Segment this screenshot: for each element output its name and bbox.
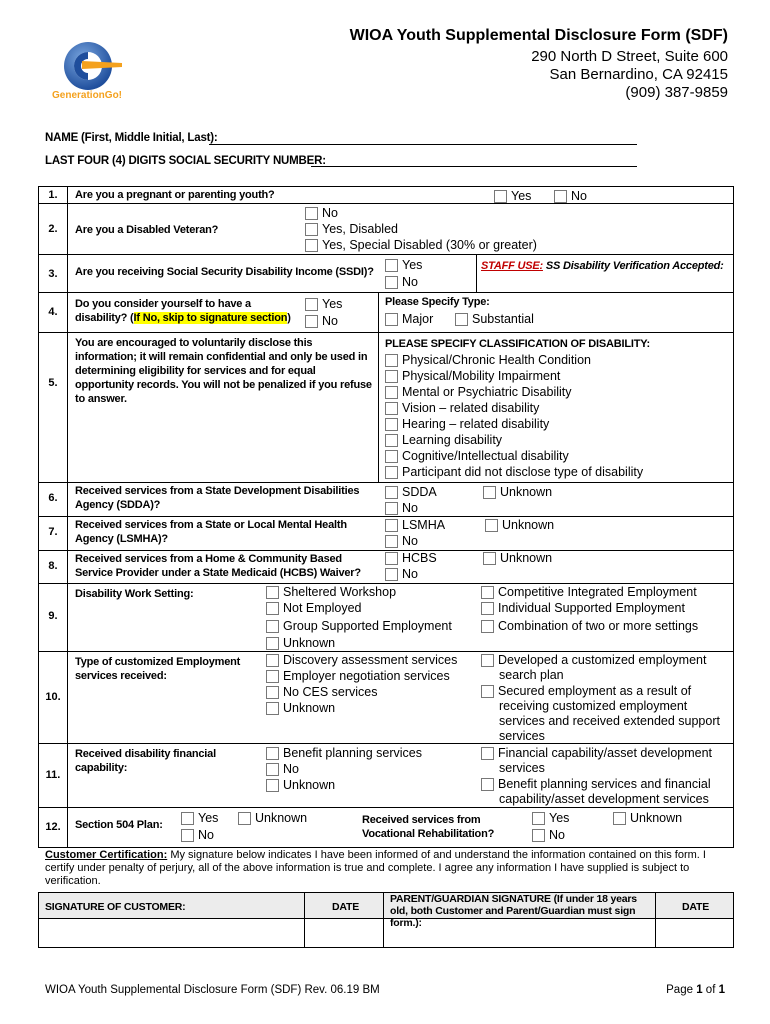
q11-right-option-2-cont: capability/asset development services [499,792,709,806]
customer-date-label: DATE [332,901,360,913]
checkbox-icon[interactable] [181,829,194,842]
q11-right-option-2[interactable]: Benefit planning services and financial [481,776,711,792]
checkbox-icon[interactable] [613,812,626,825]
q4-yes-option[interactable]: Yes [305,296,342,312]
q5-text: You are encouraged to voluntarily disclose this information; it will remain confidential and only be used in determining eligibility for services and for equal opportunity records. You will not be penalized if you refuse to answer. [75,337,372,405]
checkbox-icon[interactable] [532,829,545,842]
staff-use-text: SS Disability Verification Accepted: [545,260,724,272]
checkbox-icon[interactable] [481,685,494,698]
q12-yes-option[interactable]: Yes [181,810,218,826]
q2-yes-disabled-option[interactable]: Yes, Disabled [305,221,398,237]
q4-text: Do you consider yourself to have a disability? (If No, skip to signature section) [75,298,291,324]
checkbox-icon[interactable] [385,418,398,431]
q5-option-3[interactable]: Mental or Psychiatric Disability [385,384,572,400]
q4-specify-label: Please Specify Type: [385,296,490,308]
q5-option-2[interactable]: Physical/Mobility Impairment [385,368,560,384]
q9-right-option-1[interactable]: Competitive Integrated Employment [481,584,697,600]
checkbox-icon[interactable] [266,763,279,776]
checkbox-icon[interactable] [266,779,279,792]
parent-signature-field[interactable] [384,919,655,947]
checkbox-icon[interactable] [385,276,398,289]
q6-no-option[interactable]: No [385,500,418,516]
checkbox-icon[interactable] [385,568,398,581]
q10-right-option-2[interactable]: Secured employment as a result of [481,683,691,699]
checkbox-icon[interactable] [266,620,279,633]
q7-unknown-option[interactable]: Unknown [485,517,554,533]
q6-sdda-option[interactable]: SDDA [385,484,437,500]
checkbox-icon[interactable] [385,535,398,548]
customer-signature-label: SIGNATURE OF CUSTOMER: [45,901,186,913]
checkbox-icon[interactable] [266,637,279,650]
q7-text: Received services from a State or Local Mental Health Agency (LSMHA)? [75,519,347,545]
q1-number: 1. [48,189,58,201]
q4-substantial-option[interactable]: Substantial [455,311,534,327]
checkbox-icon[interactable] [181,812,194,825]
q6-unknown-option[interactable]: Unknown [483,484,552,500]
name-label: NAME (First, Middle Initial, Last): [45,132,218,144]
checkbox-icon[interactable] [385,450,398,463]
ssn-input-line[interactable] [311,166,637,167]
checkbox-icon[interactable] [385,259,398,272]
form-title: WIOA Youth Supplemental Disclosure Form (SDF) [349,27,728,44]
staff-use-note [481,259,724,273]
checkbox-icon[interactable] [266,602,279,615]
phone: (909) 387-9859 [625,84,728,101]
q12-vr-unknown-option[interactable]: Unknown [613,810,682,826]
checkbox-icon[interactable] [305,298,318,311]
name-input-line[interactable] [209,144,637,145]
checkbox-icon[interactable] [385,354,398,367]
checkbox-icon[interactable] [266,702,279,715]
parent-date-label: DATE [682,901,710,913]
q8-no-option[interactable]: No [385,566,418,582]
q8-number: 8. [48,560,58,572]
checkbox-icon[interactable] [483,552,496,565]
logo [52,40,132,110]
q10-right-option-2-cont1: receiving customized employment [499,699,688,713]
footer-form-revision: WIOA Youth Supplemental Disclosure Form (SDF) Rev. 06.19 BM [45,984,380,996]
checkbox-icon[interactable] [385,386,398,399]
q9-left-option-1[interactable]: Sheltered Workshop [266,584,396,600]
q5-option-7[interactable]: Cognitive/Intellectual disability [385,448,569,464]
staff-use-label: STAFF USE: [481,260,543,272]
q3-text: Are you receiving Social Security Disability Income (SSDI)? [75,266,374,278]
checkbox-icon[interactable] [481,602,494,615]
q2-no-option[interactable]: No [305,205,338,221]
checkbox-icon[interactable] [385,313,398,326]
q8-unknown-option[interactable]: Unknown [483,550,552,566]
q3-number: 3. [48,268,58,280]
q7-number: 7. [48,526,58,538]
q10-left-option-1[interactable]: Discovery assessment services [266,652,457,668]
checkbox-icon[interactable] [266,586,279,599]
checkbox-icon[interactable] [481,747,494,760]
q9-right-option-3[interactable]: Combination of two or more settings [481,618,698,634]
q11-right-option-1[interactable]: Financial capability/asset development [481,745,712,761]
q1-no-option[interactable]: No [554,188,587,204]
q2-text: Are you a Disabled Veteran? [75,224,219,236]
checkbox-icon[interactable] [481,586,494,599]
q7-no-option[interactable]: No [385,533,418,549]
checkbox-icon[interactable] [238,812,251,825]
q11-number: 11. [45,769,61,781]
q11-left-option-3[interactable]: Unknown [266,777,335,793]
checkbox-icon[interactable] [385,370,398,383]
logo-text: GenerationGo! [52,90,123,101]
q10-right-option-1[interactable]: Developed a customized employment [481,652,706,668]
checkbox-icon[interactable] [494,190,507,203]
q8-hcbs-option[interactable]: HCBS [385,550,437,566]
q6-number: 6. [48,492,58,504]
q11-left-option-1[interactable]: Benefit planning services [266,745,422,761]
checkbox-icon[interactable] [481,778,494,791]
checkbox-icon[interactable] [481,620,494,633]
checkbox-icon[interactable] [385,402,398,415]
checkbox-icon[interactable] [385,502,398,515]
q12-vr-no-option[interactable]: No [532,827,565,843]
q12-vr-yes-option[interactable]: Yes [532,810,569,826]
checkbox-icon[interactable] [385,519,398,532]
checkbox-icon[interactable] [305,223,318,236]
q4-no-option[interactable]: No [305,313,338,329]
skip-highlight: If No, skip to signature section [133,312,288,324]
q5-number: 5. [48,377,58,389]
q12-text: Section 504 Plan: [75,819,163,831]
checkbox-icon[interactable] [532,812,545,825]
checkbox-icon[interactable] [485,519,498,532]
q5-option-6[interactable]: Learning disability [385,432,502,448]
q12-number: 12. [45,821,61,833]
certification-heading: Customer Certification: [45,849,168,861]
q10-right-option-2-cont2: services and received extended support [499,714,720,728]
q9-number: 9. [48,610,58,622]
q3-no-option[interactable]: No [385,274,418,290]
q9-text: Disability Work Setting: [75,588,194,600]
q8-text: Received services from a Home & Community Based Service Provider under a State Medicaid (HCBS) Waiver? [75,553,361,579]
q9-left-option-4[interactable]: Unknown [266,635,335,651]
checkbox-icon[interactable] [385,552,398,565]
q5-option-1[interactable]: Physical/Chronic Health Condition [385,352,591,368]
q5-option-4[interactable]: Vision – related disability [385,400,539,416]
q9-right-option-2[interactable]: Individual Supported Employment [481,600,685,616]
q12-unknown-option[interactable]: Unknown [238,810,307,826]
address-line-1: 290 North D Street, Suite 600 [531,48,728,65]
q5-option-8[interactable]: Participant did not disclose type of disability [385,464,643,480]
q10-right-option-1-cont: search plan [499,668,564,682]
q11-right-option-1-cont: services [499,761,545,775]
q11-left-option-2[interactable]: No [266,761,299,777]
q11-text: Received disability financial capability: [75,748,216,774]
address-line-2: San Bernardino, CA 92415 [549,66,728,83]
q4-number: 4. [48,306,58,318]
checkbox-icon[interactable] [266,670,279,683]
q1-text: Are you a pregnant or parenting youth? [75,189,275,201]
q10-left-option-3[interactable]: No CES services [266,684,377,700]
checkbox-icon[interactable] [481,654,494,667]
customer-date-field[interactable] [305,919,383,947]
checkbox-icon[interactable] [305,315,318,328]
q7-lsmha-option[interactable]: LSMHA [385,517,445,533]
checkbox-icon[interactable] [305,239,318,252]
q10-left-option-2[interactable]: Employer negotiation services [266,668,450,684]
q12-no-option[interactable]: No [181,827,214,843]
certification-block [45,849,727,888]
checkbox-icon[interactable] [266,686,279,699]
checkbox-icon[interactable] [266,654,279,667]
q10-text: Type of customized Employment services received: [75,656,241,682]
q6-text: Received services from a State Development Disabilities Agency (SDDA)? [75,485,360,511]
parent-date-field[interactable] [656,919,733,947]
q12-vr-text: Received services from Vocational Rehabilitation? [362,814,495,840]
parent-signature-label: PARENT/GUARDIAN SIGNATURE (If under 18 years old, both Customer and Parent/Guardian must sign form.): [390,893,637,929]
checkbox-icon[interactable] [305,207,318,220]
q2-yes-special-option[interactable]: Yes, Special Disabled (30% or greater) [305,237,537,253]
checkbox-icon[interactable] [554,190,567,203]
checkbox-icon[interactable] [385,434,398,447]
checkbox-icon[interactable] [385,486,398,499]
ssn-label: LAST FOUR (4) DIGITS SOCIAL SECURITY NUMBER: [45,155,326,167]
q9-left-option-2[interactable]: Not Employed [266,600,362,616]
q4-major-option[interactable]: Major [385,311,433,327]
checkbox-icon[interactable] [455,313,468,326]
checkbox-icon[interactable] [266,747,279,760]
footer-page-number: Page 1 of 1 [666,984,725,996]
q5-option-5[interactable]: Hearing – related disability [385,416,549,432]
checkbox-icon[interactable] [385,466,398,479]
q9-left-option-3[interactable]: Group Supported Employment [266,618,452,634]
q5-classify-label: PLEASE SPECIFY CLASSIFICATION OF DISABILITY: [385,338,650,350]
q2-number: 2. [48,223,58,235]
q10-right-option-2-cont3: services [499,729,545,743]
q3-yes-option[interactable]: Yes [385,257,422,273]
q10-number: 10. [45,691,61,703]
customer-signature-field[interactable] [39,919,304,947]
q1-yes-option[interactable]: Yes [494,188,531,204]
certification-text: My signature below indicates I have been informed of and understand the information contained on this form. I certify under penalty of perjury, all of the above information is true and complete. I agree any information I have supplied is subject to verification. [45,849,706,887]
checkbox-icon[interactable] [483,486,496,499]
q10-left-option-4[interactable]: Unknown [266,700,335,716]
